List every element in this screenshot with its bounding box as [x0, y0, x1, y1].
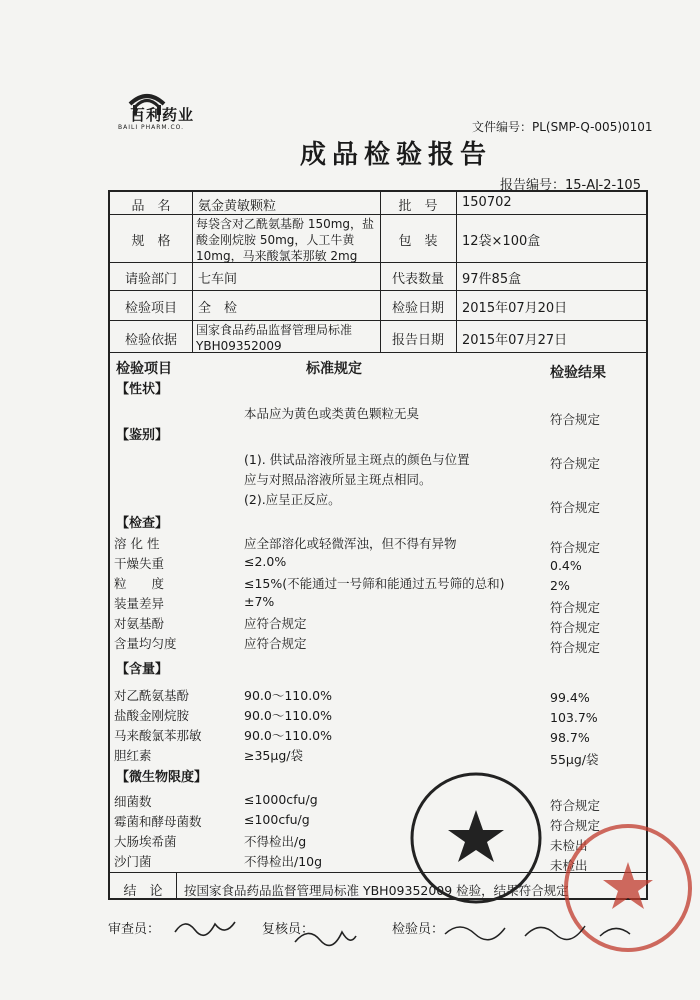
logo-subtext: BAILI PHARM.CO.: [118, 124, 185, 131]
qty-value: 97件85盒: [462, 272, 522, 287]
identify-standard-2: (2).应呈正反应。: [244, 492, 341, 507]
column-item-header: 检验项目: [116, 361, 172, 377]
batch-label: 批 号: [398, 199, 438, 214]
micro_rows-result: 未检出: [550, 858, 588, 873]
check_rows-result: 2%: [550, 578, 570, 593]
column-result-header: 检验结果: [550, 365, 606, 381]
spec-value: 每袋含对乙酰氨基酚 150mg，盐酸金刚烷胺 50mg，人工牛黄10mg，马来酸氯苯那敏 2mg: [196, 217, 375, 263]
item-label: 检验项目: [124, 301, 177, 316]
content_rows-item: 胆红素: [114, 748, 152, 763]
conclusion-label: 结 论: [123, 884, 163, 899]
check_rows-standard: 应符合规定: [244, 636, 307, 651]
content_rows-result: 55μg/袋: [550, 752, 599, 767]
product-name-value: 氨金黄敏颗粒: [198, 199, 277, 214]
inspector-label: 检验员：: [392, 922, 445, 937]
identify-standard-1a: (1). 供试品溶液所显主斑点的颜色与位置: [244, 452, 470, 467]
identify-standard-1b: 应与对照品溶液所显主斑点相同。: [244, 472, 432, 487]
section-traits: 【性状】: [116, 382, 169, 397]
pack-label: 包 装: [398, 234, 438, 249]
content_rows-result: 98.7%: [550, 730, 590, 745]
micro_rows-standard: ≤1000cfu/g: [244, 792, 318, 807]
identify-result-2: 符合规定: [550, 500, 601, 515]
company-quality-seal: [408, 770, 544, 906]
product-name-label: 品 名: [131, 199, 171, 214]
section-identify: 【鉴别】: [116, 428, 169, 443]
batch-value: 150702: [462, 195, 512, 210]
dept-value: 七车间: [198, 272, 238, 287]
content_rows-standard: ≥35μg/袋: [244, 748, 303, 763]
identify-result-1: 符合规定: [550, 456, 601, 471]
micro_rows-standard: 不得检出/10g: [244, 854, 323, 869]
spec-label: 规 格: [131, 234, 171, 249]
micro_rows-result: 未检出: [550, 838, 588, 853]
micro_rows-item: 沙门菌: [114, 854, 152, 869]
dept-label: 请验部门: [124, 272, 177, 287]
report-date-label: 报告日期: [391, 333, 444, 348]
micro_rows-item: 霉菌和酵母菌数: [114, 814, 202, 829]
micro_rows-standard: ≤100cfu/g: [244, 812, 310, 827]
content_rows-item: 马来酸氯苯那敏: [114, 728, 202, 743]
check_rows-item: 干燥失重: [114, 556, 165, 571]
section-content: 【含量】: [116, 662, 169, 677]
section-check: 【检查】: [116, 516, 169, 531]
report-number: 报告编号：15-AJ-2-105: [500, 178, 641, 193]
column-standard-header: 标准规定: [306, 361, 362, 377]
micro_rows-result: 符合规定: [550, 798, 601, 813]
check_rows-result: 符合规定: [550, 540, 601, 555]
check_rows-result: 符合规定: [550, 600, 601, 615]
content_rows-result: 99.4%: [550, 690, 590, 705]
reviewer-label: 审查员：: [108, 922, 161, 937]
check_rows-standard: ≤2.0%: [244, 554, 287, 569]
check_rows-result: 符合规定: [550, 620, 601, 635]
check_rows-item: 含量均匀度: [114, 636, 177, 651]
report-title: 成品检验报告: [300, 140, 493, 170]
basis-value: 国家食品药品监督管理局标准 YBH09352009: [196, 323, 353, 353]
check_rows-item: 装量差异: [114, 596, 165, 611]
date-value: 2015年07月20日: [462, 301, 568, 316]
check_rows-standard: ≤15%(不能通过一号筛和能通过五号筛的总和): [244, 576, 505, 591]
check_rows-standard: 应全部溶化或轻微浑浊，但不得有异物: [244, 536, 457, 551]
pack-value: 12袋×100盒: [462, 234, 541, 249]
qty-label: 代表数量: [391, 272, 444, 287]
content_rows-standard: 90.0～110.0%: [244, 728, 332, 743]
micro_rows-item: 细菌数: [114, 794, 152, 809]
traits-standard: 本品应为黄色或类黄色颗粒无臭: [244, 406, 420, 421]
micro_rows-standard: 不得检出/g: [244, 834, 307, 849]
content_rows-result: 103.7%: [550, 710, 598, 725]
check_rows-item: 对氨基酚: [114, 616, 165, 631]
basis-label: 检验依据: [124, 333, 177, 348]
content_rows-item: 盐酸金刚烷胺: [114, 708, 190, 723]
content_rows-item: 对乙酰氨基酚: [114, 688, 190, 703]
inspection-table: [108, 190, 648, 900]
section-micro: 【微生物限度】: [116, 770, 208, 785]
reviewer-signature: [170, 912, 240, 942]
check_rows-item: 粒 度: [114, 576, 165, 591]
content_rows-standard: 90.0～110.0%: [244, 688, 332, 703]
content_rows-standard: 90.0～110.0%: [244, 708, 332, 723]
check_rows-standard: 应符合规定: [244, 616, 307, 631]
check_rows-result: 0.4%: [550, 558, 582, 573]
inspector-signature: [440, 914, 640, 948]
checker-signature: [290, 918, 360, 952]
micro_rows-result: 符合规定: [550, 818, 601, 833]
report-date-value: 2015年07月27日: [462, 333, 568, 348]
logo-text: 百利药业: [130, 106, 195, 124]
conclusion-value: 按国家食品药品监督管理局标准 YBH09352009 检验，结果符合规定: [184, 883, 569, 898]
check_rows-result: 符合规定: [550, 640, 601, 655]
file-number: 文件编号：PL(SMP-Q-005)0101: [472, 120, 653, 134]
micro_rows-item: 大肠埃希菌: [114, 834, 177, 849]
item-value: 全 检: [198, 301, 238, 316]
check_rows-standard: ±7%: [244, 594, 275, 609]
check_rows-item: 溶 化 性: [114, 536, 160, 551]
traits-result: 符合规定: [550, 412, 601, 427]
checker-label: 复核员：: [262, 922, 315, 937]
date-label: 检验日期: [391, 301, 444, 316]
